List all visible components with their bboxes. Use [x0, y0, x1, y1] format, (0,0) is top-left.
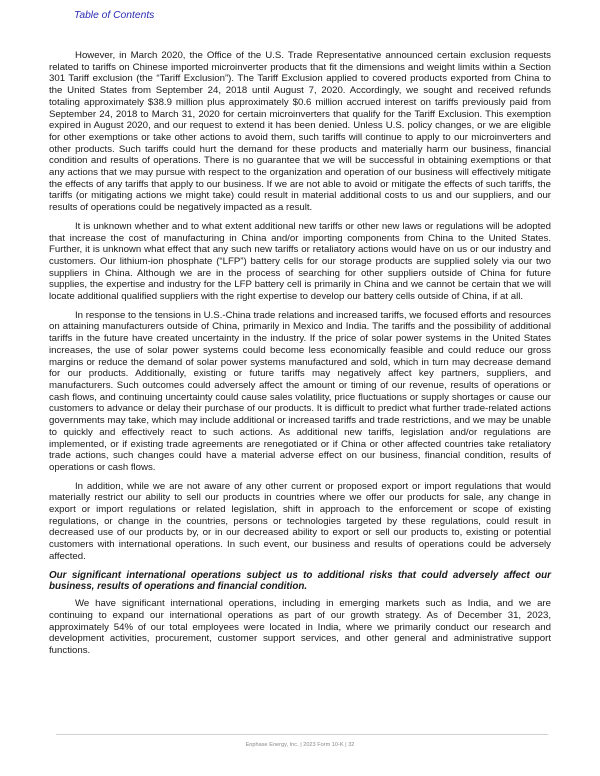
footer-divider: [56, 734, 548, 735]
paragraph-new-tariffs-uncertainty: It is unknown whether and to what extent additional new tariffs or other new laws or regulations will be adopted that increase the cost of manufacturing in China and/or importing components from China to the United States. Further, it is unknown what effect that any such new tariffs or retaliatory actions would have on us or our industry and customers. Our lithium-ion phosphate (“LFP”) battery cells for our storage products are supplied solely via our two suppliers in China. Although we are in the process of searching for other suppliers outside of China for future supplies, the expertise and industry for the LFP battery cell is primarily in China and we cannot be certain that we will locate additional qualified suppliers with the right expertise to develop our battery cells outside of China, if at all.: [49, 220, 551, 303]
paragraph-export-import-regulations: In addition, while we are not aware of any other current or proposed export or import regulations that would materially restrict our ability to sell our products in countries where we offer our products for sale, any change in export or import regulations or related legislation, shift in approach to the enforcement or scope of existing regulations, or change in the countries, persons or technologies targeted by these regulations, could result in decreased use of our products by, or in our decreased ability to export or sell our products to, existing or potential customers with international operations. In such event, our business and results of operations could be adversely affected.: [49, 480, 551, 562]
paragraph-trade-tensions-response: In response to the tensions in U.S.-China trade relations and increased tariffs, we focused efforts and resources on attaining manufacturers outside of China, primarily in Mexico and India. The tariffs and the possibility of additional tariffs in the future have created uncertainty in the industry. If the price of solar power systems in the United States increases, the use of solar power systems could become less economically feasible and could reduce our gross margins or reduce the demand of solar power systems manufactured and sold, which in turn may decrease demand for our products. Additionally, existing or future tariffs may negatively affect key partners, suppliers, and manufacturers. Such outcomes could adversely affect the amount or timing of our revenue, results of operations or cash flows, and continuing uncertainty could cause sales volatility, price fluctuations or supply shortages or cause our customers to advance or delay their purchase of our products. It is difficult to predict what further trade-related actions governments may take, which may include additional or increased tariffs and trade restrictions, and we may be unable to quickly and effectively react to such actions. As additional new tariffs, legislation and/or regulations are implemented, or if existing trade agreements are renegotiated or if China or other affected countries take retaliatory trade actions, such changes could have a material adverse effect on our business, financial condition, results of operations or cash flows.: [49, 309, 551, 473]
section-heading-international-risks: Our significant international operations subject us to additional risks that could adversely affect our business, results of operations and financial condition.: [49, 569, 551, 593]
paragraph-tariff-exclusion: However, in March 2020, the Office of the U.S. Trade Representative announced certain exclusion requests related to tariffs on Chinese imported microinverter products that fit the dimensions and weight limits within a Section 301 Tariff exclusion (the “Tariff Exclusion”). The Tariff Exclusion applied to covered products exported from China to the United States from September 24, 2018 until August 7, 2020. Accordingly, we sought and received refunds totaling approximately $38.9 million plus approximately $0.6 million accrued interest on tariffs previously paid from September 24, 2018 to March 31, 2020 for certain microinverters that qualify for the Tariff Exclusion. This exemption expired in August 2020, and our request to extend it has been denied. Unless U.S. policy changes, or we are eligible for other exemptions or take other actions to avoid them, such tariffs will continue to apply to our microinverters and other products. Such tariffs could hurt the demand for these products and materially harm our business, financial condition and results of operations. There is no guarantee that we will be successful in obtaining exemptions or that any actions that we may pursue with respect to the organization and operation of our business will effectively mitigate the effects of any tariffs that apply to our business. If we are not able to avoid or mitigate the effects of such tariffs, the tariffs (or mitigating actions we might take) could result in material additional costs to us and our suppliers, and our results of operations could be negatively impacted as a result.: [49, 50, 551, 214]
table-of-contents-link[interactable]: Table of Contents: [74, 10, 155, 21]
page-footer: Enphase Energy, Inc. | 2023 Form 10-K | 32: [245, 742, 355, 748]
paragraph-international-operations: We have significant international operations, including in emerging markets such as India, and we are continuing to expand our international operations as part of our growth strategy. As of December 31, 2023, approximately 54% of our total employees were located in India, where we primarily conduct our research and development activities, procurement, customer support services, and other general and administrative support functions.: [49, 598, 551, 657]
page-body: [49, 50, 551, 664]
